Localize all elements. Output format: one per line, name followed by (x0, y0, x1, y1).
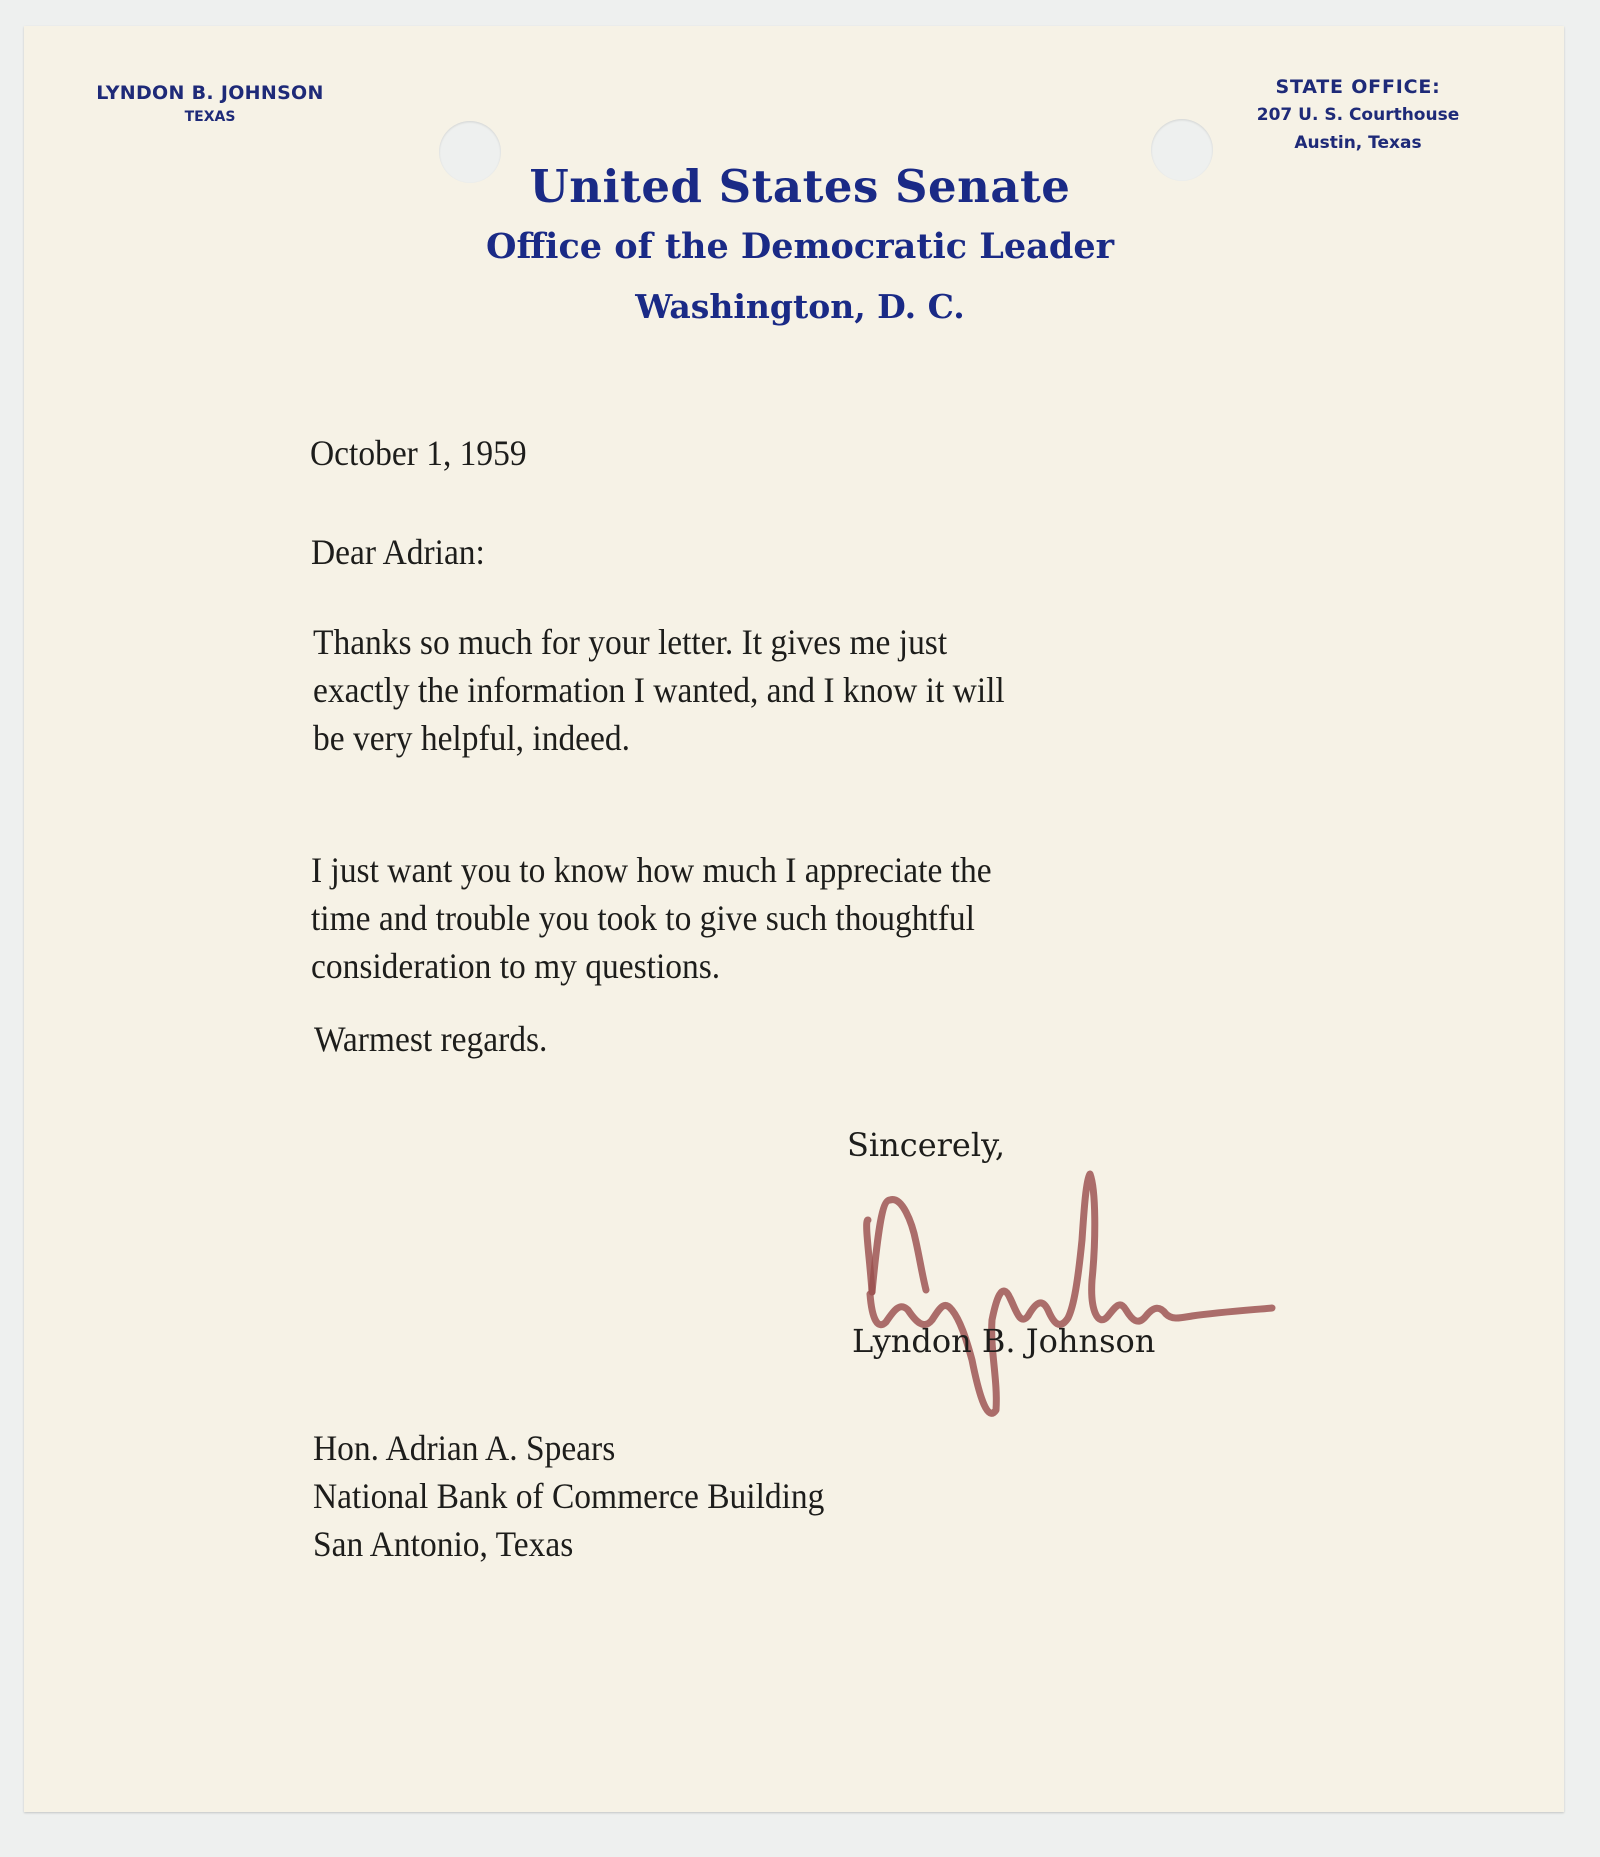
paragraph-line: exactly the information I wanted, and I know it will (313, 670, 1005, 710)
recipient-address (313, 1424, 824, 1568)
letterhead-city: Washington, D. C. (635, 287, 965, 326)
letterhead-state-office (1238, 73, 1478, 157)
paragraph-line: I just want you to know how much I appreciate the (311, 850, 992, 890)
state-office-address2: Austin, Texas (1294, 133, 1422, 153)
typed-signature-name: Lyndon B. Johnson (852, 1322, 1156, 1360)
recipient-city: San Antonio, Texas (313, 1524, 574, 1564)
paragraph-1 (313, 618, 1005, 762)
paragraph-2 (311, 846, 992, 990)
paragraph-line: be very helpful, indeed. (313, 718, 631, 758)
letterhead-office: Office of the Democratic Leader (485, 226, 1115, 267)
paragraph-line: time and trouble you took to give such thoughtful (311, 898, 975, 938)
sender-name: LYNDON B. JOHNSON (96, 82, 324, 104)
state-office-label: STATE OFFICE: (1275, 76, 1441, 98)
recipient-building: National Bank of Commerce Building (313, 1476, 825, 1516)
salutation: Dear Adrian: (311, 532, 485, 572)
state-office-address1: 207 U. S. Courthouse (1256, 105, 1460, 125)
recipient-name: Hon. Adrian A. Spears (313, 1428, 616, 1468)
letterhead-title (420, 158, 1180, 336)
letterhead-senate: United States Senate (529, 160, 1071, 213)
handwritten-signature (820, 1160, 1280, 1440)
paragraph-line: consideration to my questions. (311, 946, 721, 986)
letter-date: October 1, 1959 (310, 433, 527, 473)
closing-line: Warmest regards. (314, 1019, 548, 1059)
sender-state: TEXAS (184, 109, 236, 125)
letterhead-sender (90, 82, 330, 125)
paragraph-line: Thanks so much for your letter. It gives me just (313, 622, 948, 662)
complimentary-close: Sincerely, (847, 1126, 1006, 1164)
